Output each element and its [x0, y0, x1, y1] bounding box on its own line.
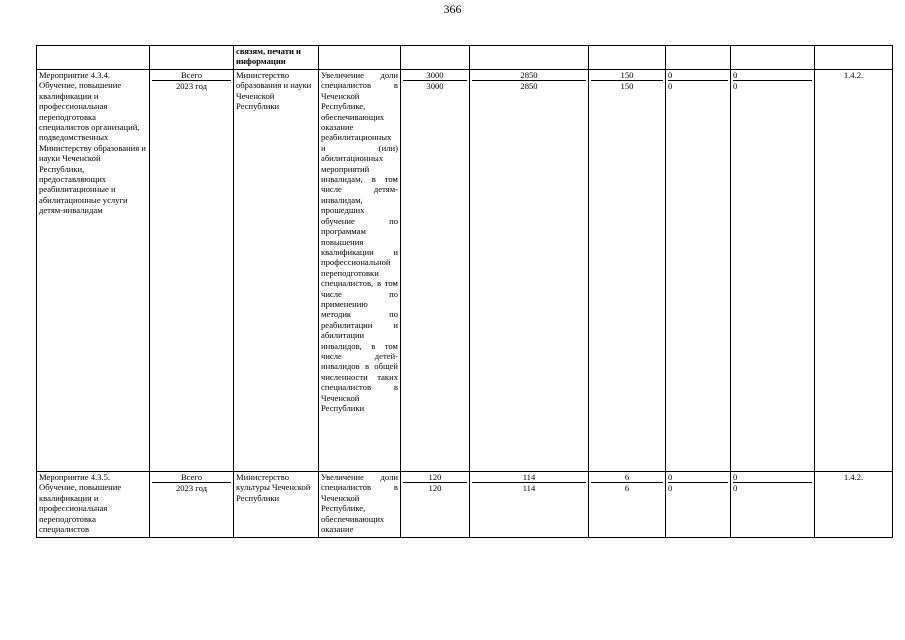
local-value-all: 0	[668, 70, 728, 81]
other-value-all: 0	[733, 70, 812, 81]
local-cell	[666, 472, 731, 538]
period-total: Всего	[152, 70, 231, 81]
executor-cell: Министерство образования и науки Чеченской Республики	[234, 70, 319, 472]
total-value-year: 3000	[426, 81, 444, 92]
measure-cell: Мероприятие 4.3.5. Обучение, повышение квалификации и профессиональная переподготовка специалистов	[37, 472, 150, 538]
total-cell	[401, 46, 470, 70]
federal-value-all: 114	[472, 472, 586, 483]
regional-cell	[589, 70, 666, 472]
executor-cell: Министерство культуры Чеченской Республики	[234, 472, 319, 538]
other-cell	[731, 46, 815, 70]
other-value-year: 0	[733, 81, 738, 92]
regional-cell	[589, 472, 666, 538]
table-row	[37, 46, 893, 70]
total-value-year: 120	[428, 483, 442, 494]
link-cell	[815, 46, 893, 70]
period-total: Всего	[152, 472, 231, 483]
local-value-year: 0	[668, 81, 673, 92]
link-cell: 1.4.2.	[815, 70, 893, 472]
other-value-year: 0	[733, 483, 738, 494]
total-value-all: 3000	[403, 70, 467, 81]
total-value-all: 120	[403, 472, 467, 483]
local-value-all: 0	[668, 472, 728, 483]
regional-value-all: 150	[591, 70, 663, 81]
other-value-all: 0	[733, 472, 812, 483]
period-year: 2023 год	[175, 483, 208, 494]
period-cell	[150, 46, 234, 70]
page-number: 366	[443, 2, 462, 16]
period-cell	[150, 70, 234, 472]
measure-cell: Мероприятие 4.3.4. Обучение, повышение квалификации и профессиональная переподготовка специалистов организаций, подведомственных Министерству образования и науки Чеченской Республики, предоставляющих реабилитационные и абилитационные услуги детям-инвалидам	[37, 70, 150, 472]
indicator-cell: Увеличение доли специалистов в Чеченской Республике, обеспечивающих оказание	[319, 472, 401, 538]
measure-cell	[37, 46, 150, 70]
federal-cell	[470, 472, 589, 538]
federal-cell	[470, 46, 589, 70]
regional-cell	[589, 46, 666, 70]
program-measures-table	[36, 45, 893, 538]
regional-value-year: 150	[620, 81, 634, 92]
federal-cell	[470, 70, 589, 472]
regional-value-year: 6	[624, 483, 630, 494]
federal-value-year: 114	[522, 483, 536, 494]
federal-value-all: 2850	[472, 70, 586, 81]
federal-value-year: 2850	[520, 81, 538, 92]
total-cell	[401, 472, 470, 538]
indicator-cell: Увеличение доли специалистов в Чеченской Республике, обеспечивающих оказание реабилитационных и (или) абилитационных мероприятий инвалидам, в том числе детям-инвалидам, прошедших обучение по программам повышения квалификации и профессиональной переподготовки специалистов, в том числе по применению методик по реабилитации и абилитации инвалидов, в том числе детей-инвалидов в общей численности таких специалистов в Чеченской Республики	[319, 70, 401, 472]
executor-cell: связям, печати и информации	[234, 46, 319, 70]
other-cell	[731, 70, 815, 472]
local-value-year: 0	[668, 483, 673, 494]
period-cell	[150, 472, 234, 538]
local-cell	[666, 46, 731, 70]
local-cell	[666, 70, 731, 472]
total-cell	[401, 70, 470, 472]
regional-value-all: 6	[591, 472, 663, 483]
other-cell	[731, 472, 815, 538]
table-row	[37, 70, 893, 472]
link-cell: 1.4.2.	[815, 472, 893, 538]
indicator-cell	[319, 46, 401, 70]
period-year: 2023 год	[175, 81, 208, 92]
table-row	[37, 472, 893, 538]
